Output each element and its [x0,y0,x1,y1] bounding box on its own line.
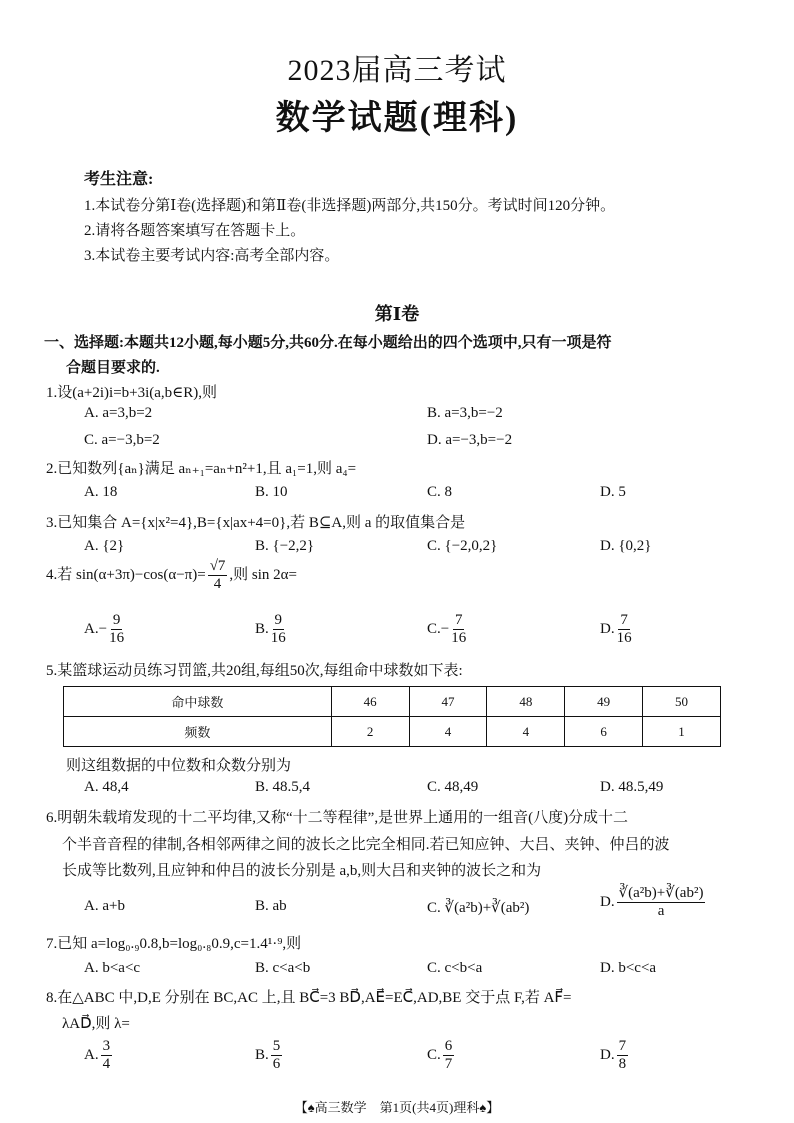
numerator: 5 [271,1038,283,1056]
option-label: D. [600,894,615,911]
denominator: 8 [618,1056,627,1073]
option-b: B. 48.5,4 [255,779,311,795]
option-label: B. [255,621,269,638]
question-6-stem: 个半音音程的律制,各相邻两律之间的波长之比完全相同.若已知应钟、大吕、夹钟、仲吕的波 [62,837,670,853]
exam-title: 2023届高三考试 [287,54,507,87]
section-title: 第Ⅰ卷 [374,304,420,324]
question-7-stem: 7.已知 a=log₀.₉0.8,b=log₀.₈0.9,c=1.4¹·⁹,则 [46,936,302,952]
option-label: B. [255,1047,269,1064]
option-label: C. [427,621,441,638]
numerator: ∛(a²b)+∛(ab²) [617,885,706,903]
option-a: A. {2} [84,538,125,554]
option-d: D. 48.5,49 [600,779,664,795]
option-c: C. ∛(a²b)+∛(ab²) [427,900,530,916]
question-8-stem: λAD⃗,则 λ= [62,1016,130,1032]
stem-text: 4.若 sin(α+3π)−cos(α−π)= [46,567,206,584]
fraction [271,612,286,648]
question-8-stem: 8.在△ABC 中,D,E 分别在 BC,AC 上,且 BC⃗=3 BD⃗,AE⃗=EC⃗,AD,BE 交于点 F,若 AF⃗= [46,990,572,1006]
table-cell: 命中球数 [64,687,332,717]
notice-item: 1.本试卷分第Ⅰ卷(选择题)和第Ⅱ卷(非选择题)两部分,共150分。考试时间120分钟。 [84,198,616,214]
denominator: 6 [272,1056,281,1073]
option-d: D. 5 [600,484,626,500]
option-a: A. 48,4 [84,779,129,795]
option-d [600,885,707,921]
option-d: D. b<c<a [600,960,657,976]
option-b [255,612,288,648]
section-instruction: 一、选择题:本题共12小题,每小题5分,共60分.在每小题给出的四个选项中,只有一项是符 [44,335,612,351]
option-b: B. 10 [255,484,288,500]
notice-item: 2.请将各题答案填写在答题卡上。 [84,223,306,239]
fraction [109,612,124,648]
table-row [64,717,721,747]
table-cell: 49 [565,687,643,717]
option-c: C. 8 [427,484,453,500]
option-a [84,1038,114,1074]
numerator: 7 [617,1038,629,1056]
denominator: 4 [213,576,222,593]
option-label: A. [84,1047,99,1064]
fraction [271,1038,283,1074]
option-c: C. 48,49 [427,779,479,795]
table-cell: 46 [331,687,409,717]
option-label: D. [600,621,615,638]
numerator: √7 [208,558,228,576]
table-cell: 6 [565,717,643,747]
question-5-stem: 5.某篮球运动员练习罚篮,共20组,每组50次,每组命中球数如下表: [46,663,463,679]
question-5-stem-2: 则这组数据的中位数和众数分别为 [66,758,292,774]
option-c: C. c<b<a [427,960,483,976]
denominator: a [657,903,665,920]
question-4-stem [46,558,297,594]
fraction [451,612,466,648]
option-c: C. {−2,0,2} [427,538,498,554]
denominator: 16 [109,630,125,647]
table-cell: 频数 [64,717,332,747]
table-cell: 2 [331,717,409,747]
option-b: B. c<a<b [255,960,311,976]
numerator: 6 [443,1038,455,1056]
option-label: A. [84,621,99,638]
table-cell: 4 [487,717,565,747]
numerator: 3 [101,1038,113,1056]
option-d: D. {0,2} [600,538,652,554]
notice-heading: 考生注意: [84,171,154,188]
numerator: 7 [453,612,465,630]
table-cell: 50 [643,687,721,717]
option-c: C. a=−3,b=2 [84,432,160,448]
fraction [101,1038,113,1074]
option-c [427,1038,456,1074]
table-cell: 47 [409,687,487,717]
question-2-stem: 2.已知数列{aₙ}满足 aₙ₊₁=aₙ+n²+1,且 a₁=1,则 a₄= [46,461,357,477]
option-a: A. b<a<c [84,960,141,976]
notice-item: 3.本试卷主要考试内容:高考全部内容。 [84,248,340,264]
question-3-stem: 3.已知集合 A={x|x²=4},B={x|ax+4=0},若 B⊆A,则 a 的取值集合是 [46,515,466,531]
option-b: B. {−2,2} [255,538,315,554]
option-c [427,612,468,648]
option-a: A. a+b [84,898,125,914]
option-a [84,612,126,648]
option-d [600,612,634,648]
option-a: A. 18 [84,484,118,500]
option-label: D. [600,1047,615,1064]
option-label: C. [427,1047,441,1064]
stem-text: ,则 sin 2α= [229,567,297,584]
section-instruction: 合题目要求的. [66,360,160,376]
sign: − [98,621,108,638]
option-d [600,1038,630,1074]
option-d: D. a=−3,b=−2 [427,432,513,448]
option-a: A. a=3,b=2 [84,405,153,421]
option-b: B. a=3,b=−2 [427,405,503,421]
data-table [63,686,721,747]
denominator: 16 [451,630,467,647]
table-cell: 48 [487,687,565,717]
question-6-stem: 长成等比数列,且应钟和仲吕的波长分别是 a,b,则大吕和夹钟的波长之和为 [62,863,542,879]
sign: − [440,621,450,638]
denominator: 16 [270,630,286,647]
numerator: 9 [273,612,285,630]
fraction [617,1038,629,1074]
fraction [617,885,706,921]
fraction [443,1038,455,1074]
fraction [617,612,632,648]
denominator: 4 [102,1056,111,1073]
denominator: 7 [444,1056,453,1073]
option-b [255,1038,284,1074]
table-cell: 4 [409,717,487,747]
question-1-stem: 1.设(a+2i)i=b+3i(a,b∈R),则 [46,385,218,401]
page-footer: 【♠高三数学 第1页(共4页)理科♠】 [294,1100,500,1115]
numerator: 7 [618,612,630,630]
numerator: 9 [111,612,123,630]
table-cell: 1 [643,717,721,747]
fraction [208,558,228,594]
exam-subtitle: 数学试题(理科) [275,100,519,137]
option-b: B. ab [255,898,287,914]
question-6-stem: 6.明朝朱载堉发现的十二平均律,又称“十二等程律”,是世界上通用的一组音(八度)分成十二 [46,810,629,826]
denominator: 16 [616,630,632,647]
table-row [64,687,721,717]
